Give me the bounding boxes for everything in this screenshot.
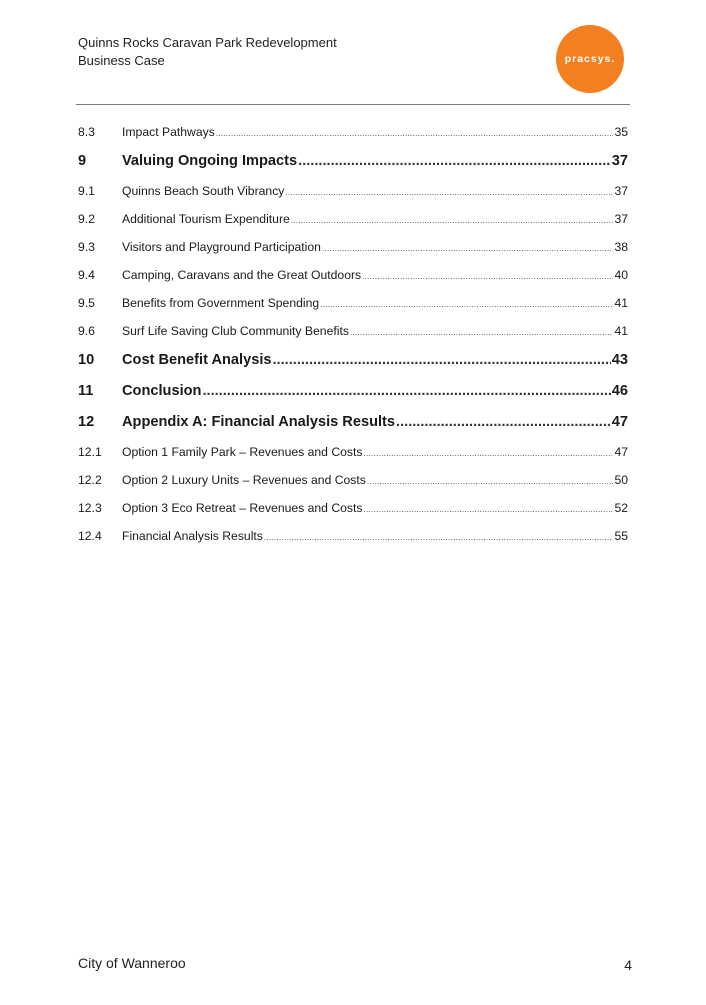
- toc-entry-title: Surf Life Saving Club Community Benefits: [122, 324, 349, 338]
- toc-entry-number: 9.3: [78, 240, 95, 254]
- footer-page-number: 4: [624, 957, 632, 973]
- toc-entry-number: 9.5: [78, 296, 95, 310]
- dot-leader: [350, 317, 614, 345]
- toc-entry-page: 37: [614, 212, 628, 226]
- toc-entry-title: Valuing Ongoing Impacts: [122, 153, 298, 169]
- toc-entry-number: 8.3: [78, 125, 95, 139]
- document-title: Quinns Rocks Caravan Park Redevelopment: [78, 35, 337, 50]
- toc-entry-title: Option 1 Family Park – Revenues and Costs: [122, 445, 363, 459]
- dot-leader: [322, 233, 613, 261]
- toc-entry[interactable]: [78, 466, 628, 494]
- toc-entry-title: Quinns Beach South Vibrancy: [122, 184, 285, 198]
- toc-entry-page: 41: [614, 324, 628, 338]
- toc-entry[interactable]: [78, 177, 628, 205]
- toc-entry-page: 37: [611, 153, 628, 169]
- toc-entry-title: Option 3 Eco Retreat – Revenues and Costs: [122, 501, 363, 515]
- toc-entry-title: Camping, Caravans and the Great Outdoors: [122, 268, 362, 282]
- dot-leader: [367, 466, 614, 494]
- logo-text: pracsys.: [564, 53, 616, 65]
- dot-leader: [291, 205, 614, 233]
- toc-entry-number: 12.1: [78, 445, 102, 459]
- toc-entry-page: 37: [614, 184, 628, 198]
- toc-entry-title: Financial Analysis Results: [122, 529, 263, 543]
- toc-entry-page: 41: [614, 296, 628, 310]
- document-subtitle: Business Case: [78, 53, 165, 68]
- toc-entry[interactable]: [78, 345, 628, 376]
- dot-leader: [202, 376, 610, 407]
- toc-entry-title: Benefits from Government Spending: [122, 296, 320, 310]
- dot-leader: [298, 146, 611, 177]
- dot-leader: [264, 522, 614, 550]
- table-of-contents: [78, 118, 628, 550]
- toc-entry-page: 52: [614, 501, 628, 515]
- toc-entry-title: Cost Benefit Analysis: [122, 352, 272, 368]
- toc-entry-number: 12.4: [78, 529, 102, 543]
- toc-entry[interactable]: [78, 118, 628, 146]
- toc-entry-page: 50: [614, 473, 628, 487]
- toc-entry-number: 9.2: [78, 212, 95, 226]
- toc-entry[interactable]: [78, 289, 628, 317]
- toc-entry[interactable]: [78, 522, 628, 550]
- toc-entry[interactable]: [78, 494, 628, 522]
- toc-entry[interactable]: [78, 205, 628, 233]
- toc-entry-title: Visitors and Playground Participation: [122, 240, 321, 254]
- toc-entry-title: Additional Tourism Expenditure: [122, 212, 290, 226]
- dot-leader: [285, 177, 613, 205]
- toc-entry[interactable]: [78, 146, 628, 177]
- toc-entry-title: Option 2 Luxury Units – Revenues and Costs: [122, 473, 366, 487]
- dot-leader: [273, 345, 611, 376]
- toc-entry-page: 35: [614, 125, 628, 139]
- toc-entry-title: Impact Pathways: [122, 125, 215, 139]
- toc-entry-page: 40: [614, 268, 628, 282]
- toc-entry-number: 11: [78, 383, 94, 399]
- toc-entry-number: 9.6: [78, 324, 95, 338]
- toc-entry-number: 9: [78, 153, 87, 169]
- toc-entry-page: 46: [611, 383, 628, 399]
- running-header: [78, 34, 337, 70]
- toc-entry[interactable]: [78, 261, 628, 289]
- toc-entry[interactable]: [78, 233, 628, 261]
- toc-entry[interactable]: [78, 317, 628, 345]
- dot-leader: [320, 289, 613, 317]
- toc-entry-number: 9.4: [78, 268, 95, 282]
- dot-leader: [362, 261, 613, 289]
- toc-entry-page: 38: [614, 240, 628, 254]
- toc-entry-title: Appendix A: Financial Analysis Results: [122, 414, 396, 430]
- toc-entry-page: 55: [614, 529, 628, 543]
- toc-entry[interactable]: [78, 407, 628, 438]
- dot-leader: [363, 438, 613, 466]
- dot-leader: [364, 494, 614, 522]
- dot-leader: [216, 118, 614, 146]
- toc-entry-title: Conclusion: [122, 383, 202, 399]
- toc-entry[interactable]: [78, 438, 628, 466]
- toc-entry[interactable]: [78, 376, 628, 407]
- pracsys-logo: [556, 25, 624, 93]
- header-divider: [76, 104, 630, 105]
- toc-entry-number: 10: [78, 352, 95, 368]
- toc-entry-page: 43: [611, 352, 628, 368]
- toc-entry-number: 12: [78, 414, 95, 430]
- toc-entry-page: 47: [611, 414, 628, 430]
- toc-entry-number: 9.1: [78, 184, 95, 198]
- dot-leader: [396, 407, 611, 438]
- toc-entry-number: 12.3: [78, 501, 102, 515]
- footer-organisation: City of Wanneroo: [78, 955, 186, 971]
- toc-entry-page: 47: [614, 445, 628, 459]
- toc-entry-number: 12.2: [78, 473, 102, 487]
